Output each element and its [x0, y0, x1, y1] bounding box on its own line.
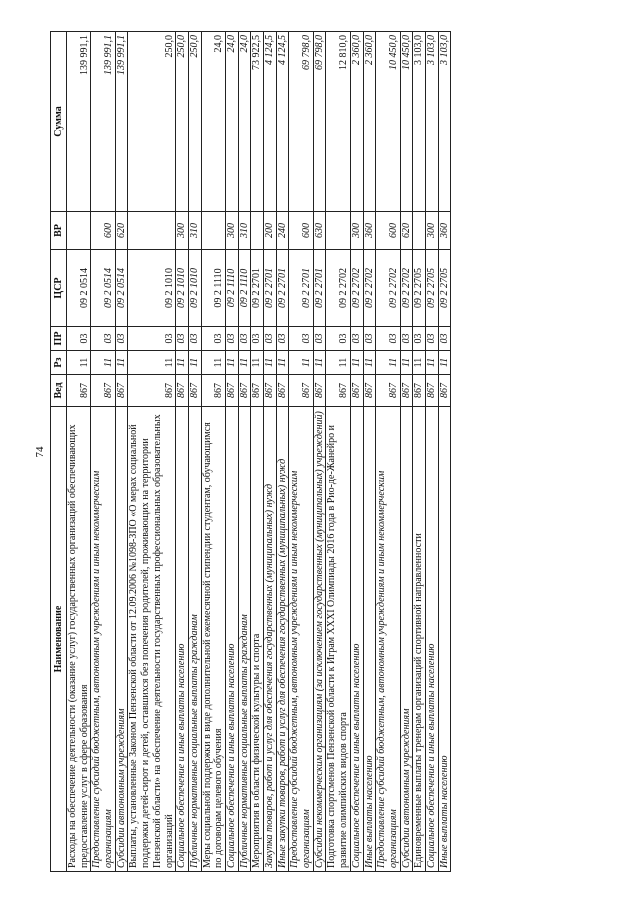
cell-csr: 09 2 2701 — [276, 250, 289, 327]
cell-vr: 300 — [225, 212, 238, 250]
cell-csr: 09 2 1110 — [238, 250, 251, 327]
table-row — [363, 32, 376, 872]
cell-ved: 867 — [251, 375, 264, 407]
cell-vr: 240 — [276, 212, 289, 250]
cell-rz: 11 — [289, 351, 313, 375]
cell-vr — [201, 212, 225, 250]
cell-sum: 4 124,5 — [264, 32, 277, 212]
table-row — [376, 32, 400, 872]
cell-ved: 867 — [313, 375, 326, 407]
table-row — [264, 32, 277, 872]
cell-vr: 300 — [425, 212, 438, 250]
header-csr: ЦСР — [51, 250, 67, 327]
cell-vr — [67, 212, 91, 250]
cell-name: Иные выплаты населению — [438, 407, 451, 872]
cell-ved: 867 — [400, 375, 413, 407]
header-rz: Рз — [51, 351, 67, 375]
cell-ved: 867 — [289, 375, 313, 407]
cell-sum: 69 798,0 — [313, 32, 326, 212]
cell-name: Субсидии автономным учреждениям — [115, 407, 128, 872]
cell-vr: 360 — [438, 212, 451, 250]
budget-table — [50, 31, 451, 872]
table-row — [425, 32, 438, 872]
cell-rz: 11 — [376, 351, 400, 375]
cell-rz: 11 — [425, 351, 438, 375]
cell-csr: 09 2 2701 — [251, 250, 264, 327]
cell-name: Иные закупки товаров, работ и услуг для обеспечения государственных (муниципальных) нужд — [276, 407, 289, 872]
cell-vr: 310 — [188, 212, 201, 250]
cell-vr — [128, 212, 176, 250]
cell-ved: 867 — [438, 375, 451, 407]
cell-vr: 310 — [238, 212, 251, 250]
rotated-page — [50, 32, 590, 872]
table-row — [67, 32, 91, 872]
cell-pr: 03 — [413, 327, 426, 351]
cell-ved: 867 — [201, 375, 225, 407]
cell-rz: 11 — [264, 351, 277, 375]
header-ved: Вед — [51, 375, 67, 407]
cell-sum: 24,0 — [201, 32, 225, 212]
cell-rz: 11 — [128, 351, 176, 375]
cell-pr: 03 — [67, 327, 91, 351]
cell-csr: 09 2 1110 — [225, 250, 238, 327]
cell-pr: 03 — [238, 327, 251, 351]
cell-vr: 620 — [115, 212, 128, 250]
table-body — [67, 32, 451, 872]
cell-rz: 11 — [176, 351, 189, 375]
table-header-row — [51, 32, 67, 872]
cell-vr — [326, 212, 350, 250]
cell-csr: 09 2 2705 — [425, 250, 438, 327]
cell-pr: 03 — [363, 327, 376, 351]
cell-pr: 03 — [350, 327, 363, 351]
cell-name: Меры социальной поддержки в виде дополнительной ежемесячной стипендии студентам, обучающимся по договорам целевого обучения — [201, 407, 225, 872]
header-pr: ПР — [51, 327, 67, 351]
cell-sum: 10 450,0 — [376, 32, 400, 212]
cell-csr: 09 2 2702 — [376, 250, 400, 327]
table-row — [91, 32, 115, 872]
table-row — [438, 32, 451, 872]
cell-csr: 09 2 2702 — [350, 250, 363, 327]
table-row — [225, 32, 238, 872]
cell-vr — [413, 212, 426, 250]
table-row — [289, 32, 313, 872]
table-row — [400, 32, 413, 872]
cell-sum: 10 450,0 — [400, 32, 413, 212]
cell-vr: 300 — [350, 212, 363, 250]
cell-ved: 867 — [264, 375, 277, 407]
table-row — [115, 32, 128, 872]
cell-ved: 867 — [238, 375, 251, 407]
cell-name: Мероприятия в области физической культуры и спорта — [251, 407, 264, 872]
cell-ved: 867 — [67, 375, 91, 407]
cell-name: Подготовка спортсменов Пензенской области к Играм XXXI Олимпиады 2016 года в Рио-де-Жанейро и развитие олимпийских видов спорта — [326, 407, 350, 872]
cell-pr: 03 — [276, 327, 289, 351]
cell-ved: 867 — [225, 375, 238, 407]
cell-name: Субсидии некоммерческим организациям (за исключением государственных (муниципальных) учреждений) — [313, 407, 326, 872]
cell-csr: 09 2 0514 — [115, 250, 128, 327]
table-row — [350, 32, 363, 872]
cell-rz: 11 — [400, 351, 413, 375]
cell-ved: 867 — [276, 375, 289, 407]
cell-pr: 03 — [313, 327, 326, 351]
header-vr: ВР — [51, 212, 67, 250]
cell-sum: 2 360,0 — [363, 32, 376, 212]
cell-csr: 09 2 2705 — [438, 250, 451, 327]
cell-name: Расходы на обеспечение деятельности (оказание услуг) государственных организаций обеспечивающих предоставление услуг в сфере образования — [67, 407, 91, 872]
table-row — [251, 32, 264, 872]
cell-vr: 600 — [376, 212, 400, 250]
cell-sum: 24,0 — [225, 32, 238, 212]
cell-rz: 11 — [313, 351, 326, 375]
cell-rz: 11 — [225, 351, 238, 375]
cell-pr: 03 — [128, 327, 176, 351]
cell-pr: 03 — [264, 327, 277, 351]
cell-csr: 09 2 0514 — [67, 250, 91, 327]
cell-sum: 4 124,5 — [276, 32, 289, 212]
page-number: 74 — [34, 446, 46, 458]
cell-name: Закупка товаров, работ и услуг для обеспечения государственных (муниципальных) нужд — [264, 407, 277, 872]
table-row — [326, 32, 350, 872]
cell-rz: 11 — [326, 351, 350, 375]
cell-rz: 11 — [115, 351, 128, 375]
cell-rz: 11 — [350, 351, 363, 375]
cell-ved: 867 — [350, 375, 363, 407]
cell-ved: 867 — [176, 375, 189, 407]
cell-name: Выплаты, установленные Законом Пензенской области от 12.09.2006 №1098-ЗПО «О мерах социальной поддержки детей-сирот и детей, оставшихся без попечения родителей, проживающих на территории Пензенской области» на обеспечение деятельности государственных профессиональных образовательных организаций — [128, 407, 176, 872]
cell-sum: 3 103,0 — [425, 32, 438, 212]
cell-name: Социальное обеспечение и иные выплаты населению — [350, 407, 363, 872]
cell-vr: 630 — [313, 212, 326, 250]
cell-vr: 620 — [400, 212, 413, 250]
cell-pr: 03 — [91, 327, 115, 351]
header-name: Наименование — [51, 407, 67, 872]
table-row — [128, 32, 176, 872]
cell-sum: 250,0 — [128, 32, 176, 212]
cell-rz: 11 — [91, 351, 115, 375]
cell-ved: 867 — [115, 375, 128, 407]
cell-name: Предоставление субсидий бюджетным, автономным учреждениям и иным некоммерческим организациям — [289, 407, 313, 872]
cell-csr: 09 2 2701 — [289, 250, 313, 327]
table-row — [313, 32, 326, 872]
table-row — [276, 32, 289, 872]
cell-sum: 73 922,5 — [251, 32, 264, 212]
cell-csr: 09 2 1010 — [128, 250, 176, 327]
cell-pr: 03 — [188, 327, 201, 351]
cell-sum: 250,0 — [188, 32, 201, 212]
cell-sum: 250,0 — [176, 32, 189, 212]
cell-csr: 09 2 1110 — [201, 250, 225, 327]
cell-rz: 11 — [201, 351, 225, 375]
cell-name: Предоставление субсидий бюджетным, автономным учреждениям и иным некоммерческим организациям — [376, 407, 400, 872]
cell-sum: 24,0 — [238, 32, 251, 212]
header-sum: Сумма — [51, 32, 67, 212]
cell-name: Субсидии автономным учреждениям — [400, 407, 413, 872]
cell-ved: 867 — [91, 375, 115, 407]
cell-csr: 09 2 2702 — [326, 250, 350, 327]
cell-pr: 03 — [326, 327, 350, 351]
cell-pr: 03 — [225, 327, 238, 351]
cell-pr: 03 — [425, 327, 438, 351]
cell-vr: 300 — [176, 212, 189, 250]
cell-name: Единовременные выплаты тренерам организаций спортивной направленности — [413, 407, 426, 872]
cell-ved: 867 — [128, 375, 176, 407]
cell-rz: 11 — [363, 351, 376, 375]
cell-ved: 867 — [188, 375, 201, 407]
cell-pr: 03 — [201, 327, 225, 351]
cell-sum: 69 798,0 — [289, 32, 313, 212]
cell-rz: 11 — [276, 351, 289, 375]
cell-ved: 867 — [425, 375, 438, 407]
cell-rz: 11 — [188, 351, 201, 375]
cell-csr: 09 2 2702 — [363, 250, 376, 327]
table-row — [238, 32, 251, 872]
cell-sum: 139 991,1 — [67, 32, 91, 212]
cell-rz: 11 — [413, 351, 426, 375]
cell-pr: 03 — [289, 327, 313, 351]
cell-ved: 867 — [376, 375, 400, 407]
cell-pr: 03 — [115, 327, 128, 351]
cell-name: Социальное обеспечение и иные выплаты населению — [225, 407, 238, 872]
cell-rz: 11 — [238, 351, 251, 375]
cell-rz: 11 — [438, 351, 451, 375]
cell-pr: 03 — [376, 327, 400, 351]
cell-sum: 139 991,1 — [115, 32, 128, 212]
cell-name: Социальное обеспечение и иные выплаты населению — [176, 407, 189, 872]
cell-pr: 03 — [400, 327, 413, 351]
cell-csr: 09 2 2701 — [313, 250, 326, 327]
cell-csr: 09 2 2705 — [413, 250, 426, 327]
cell-sum: 2 360,0 — [350, 32, 363, 212]
cell-csr: 09 2 2702 — [400, 250, 413, 327]
cell-sum: 3 103,0 — [413, 32, 426, 212]
cell-pr: 03 — [251, 327, 264, 351]
cell-pr: 03 — [176, 327, 189, 351]
cell-sum: 12 810,0 — [326, 32, 350, 212]
cell-rz: 11 — [251, 351, 264, 375]
cell-csr: 09 2 1010 — [188, 250, 201, 327]
cell-ved: 867 — [326, 375, 350, 407]
cell-rz: 11 — [67, 351, 91, 375]
cell-vr: 600 — [289, 212, 313, 250]
table-row — [176, 32, 189, 872]
cell-name: Публичные нормативные социальные выплаты гражданам — [188, 407, 201, 872]
cell-name: Иные выплаты населению — [363, 407, 376, 872]
cell-vr: 360 — [363, 212, 376, 250]
cell-name: Социальное обеспечение и иные выплаты населению — [425, 407, 438, 872]
cell-vr: 200 — [264, 212, 277, 250]
cell-csr: 09 2 1010 — [176, 250, 189, 327]
cell-vr — [251, 212, 264, 250]
table-row — [188, 32, 201, 872]
cell-pr: 03 — [438, 327, 451, 351]
cell-csr: 09 2 2701 — [264, 250, 277, 327]
cell-csr: 09 2 0514 — [91, 250, 115, 327]
cell-sum: 3 103,0 — [438, 32, 451, 212]
cell-ved: 867 — [413, 375, 426, 407]
cell-vr: 600 — [91, 212, 115, 250]
cell-name: Публичные нормативные социальные выплаты гражданам — [238, 407, 251, 872]
cell-ved: 867 — [363, 375, 376, 407]
cell-sum: 139 991,1 — [91, 32, 115, 212]
cell-name: Предоставление субсидий бюджетным, автономным учреждениям и иным некоммерческим организациям — [91, 407, 115, 872]
table-row — [413, 32, 426, 872]
table-row — [201, 32, 225, 872]
